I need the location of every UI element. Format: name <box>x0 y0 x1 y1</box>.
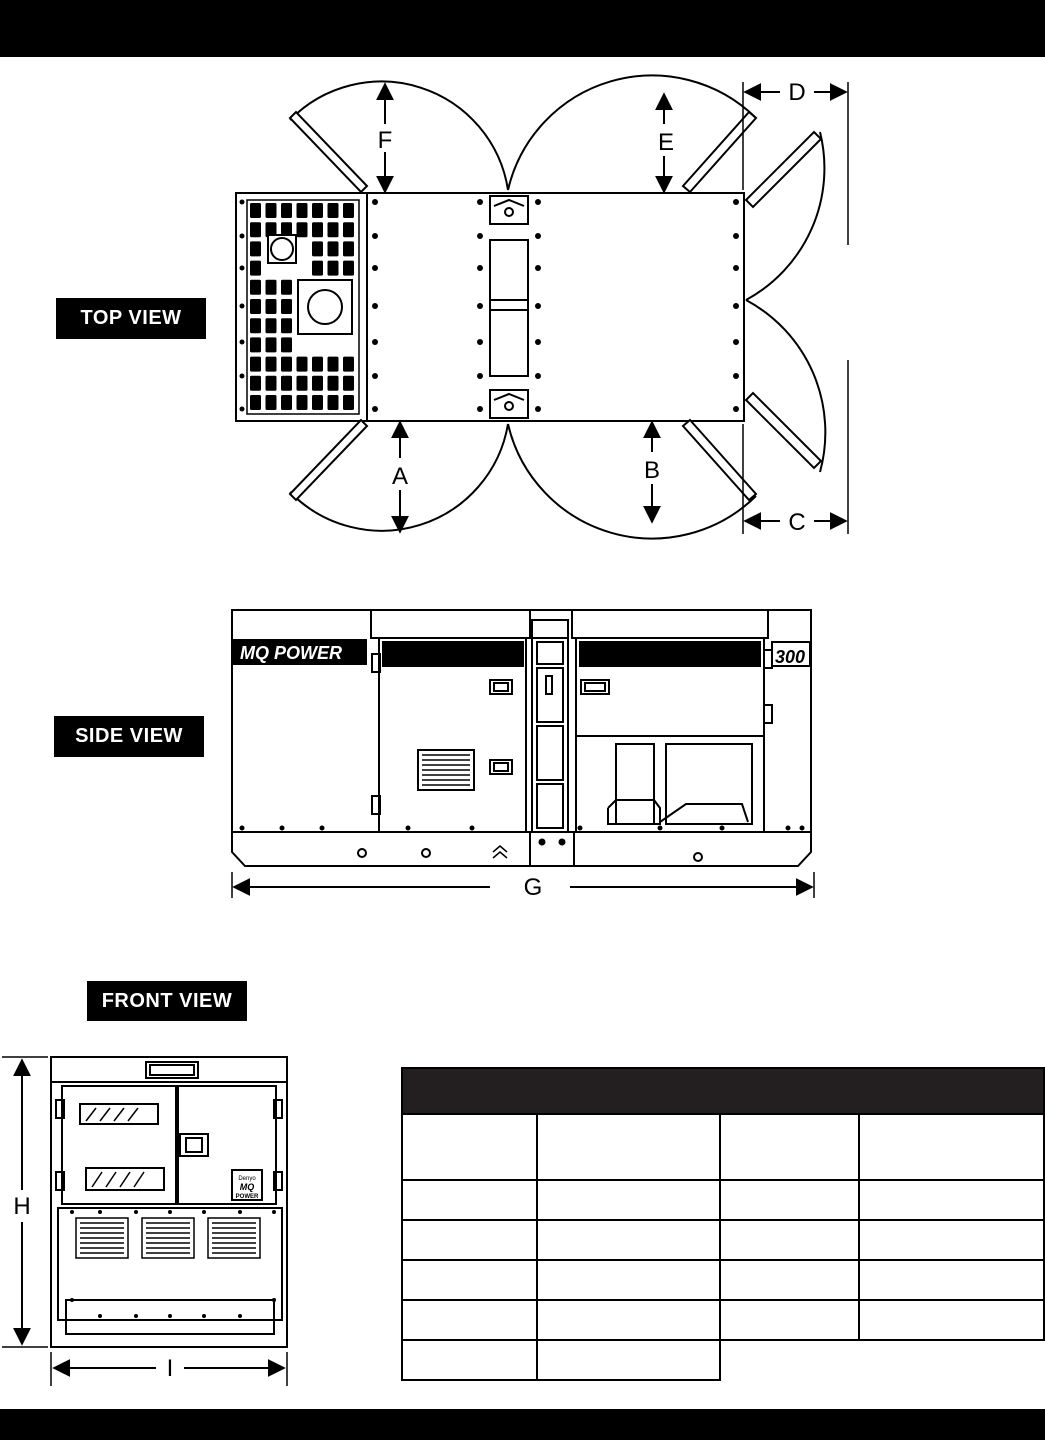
table-cell <box>537 1114 720 1180</box>
radiator-cell <box>250 318 261 333</box>
radiator-cell <box>312 261 323 276</box>
radiator-cell <box>312 357 323 372</box>
radiator-cell <box>266 376 277 391</box>
radiator-cell <box>266 203 277 218</box>
front-badge-mid: MQ <box>239 1182 255 1192</box>
radiator-cell <box>250 299 261 314</box>
radiator-cell <box>281 376 292 391</box>
radiator-cell <box>281 280 292 295</box>
table-cell <box>537 1260 720 1300</box>
radiator-cell <box>297 222 308 237</box>
table-row <box>402 1260 1044 1300</box>
table-cell <box>720 1300 859 1340</box>
radiator-cell <box>343 357 354 372</box>
radiator-cell <box>250 280 261 295</box>
table-cell-empty <box>720 1340 859 1380</box>
dim-label-a: A <box>391 463 409 490</box>
radiator-cell <box>250 241 261 256</box>
radiator-cell <box>266 299 277 314</box>
dim-label-i: I <box>166 1355 174 1382</box>
radiator-cell <box>343 376 354 391</box>
table-cell <box>720 1180 859 1220</box>
radiator-cell <box>343 241 354 256</box>
radiator-cell <box>328 222 339 237</box>
radiator-cell <box>328 376 339 391</box>
radiator-cell <box>250 376 261 391</box>
radiator-cell <box>312 376 323 391</box>
radiator-cell <box>312 241 323 256</box>
table-cell <box>402 1300 537 1340</box>
table-header-cell <box>402 1068 1044 1114</box>
table-cell <box>720 1114 859 1180</box>
brand-logo: MQ POWER <box>240 643 342 663</box>
dimensions-table <box>401 1067 1045 1381</box>
radiator-cell <box>250 395 261 410</box>
radiator-cell <box>250 203 261 218</box>
radiator-cell <box>297 395 308 410</box>
radiator-cell <box>250 357 261 372</box>
radiator-cell <box>281 318 292 333</box>
radiator-cell <box>266 280 277 295</box>
table-cell <box>720 1260 859 1300</box>
dim-label-f: F <box>377 127 393 154</box>
table-row <box>402 1114 1044 1180</box>
radiator-cell <box>266 357 277 372</box>
table-cell <box>859 1260 1044 1300</box>
table-cell-empty <box>859 1340 1044 1380</box>
table-row <box>402 1220 1044 1260</box>
radiator-cell <box>328 241 339 256</box>
radiator-cell <box>328 357 339 372</box>
table-cell <box>402 1114 537 1180</box>
table-cell <box>402 1180 537 1220</box>
radiator-cell <box>328 203 339 218</box>
top-view-drawing <box>236 75 848 538</box>
table-cell <box>402 1260 537 1300</box>
table-cell <box>537 1300 720 1340</box>
radiator-cell <box>312 203 323 218</box>
model-badge: 300 <box>775 647 806 667</box>
table-cell <box>537 1180 720 1220</box>
radiator-cell <box>250 261 261 276</box>
side-view-label: SIDE VIEW <box>54 716 204 757</box>
dim-label-g: G <box>523 874 543 901</box>
dim-label-d: D <box>788 79 806 106</box>
radiator-cell <box>343 261 354 276</box>
radiator-cell <box>250 337 261 352</box>
radiator-cell <box>297 376 308 391</box>
radiator-cell <box>328 395 339 410</box>
radiator-cell <box>266 318 277 333</box>
dim-label-c: C <box>788 509 806 536</box>
top-view-label: TOP VIEW <box>56 298 206 339</box>
dim-label-e: E <box>657 129 675 156</box>
table-cell <box>537 1340 720 1380</box>
table-row <box>402 1340 1044 1380</box>
radiator-cell <box>312 222 323 237</box>
table-cell <box>859 1220 1044 1260</box>
radiator-cell <box>266 337 277 352</box>
table-cell <box>720 1220 859 1260</box>
radiator-cell <box>281 337 292 352</box>
radiator-cell <box>297 203 308 218</box>
table-row <box>402 1180 1044 1220</box>
radiator-cell <box>250 222 261 237</box>
radiator-cell <box>343 203 354 218</box>
radiator-cell <box>281 203 292 218</box>
radiator-cell <box>328 261 339 276</box>
radiator-cell <box>343 222 354 237</box>
front-view-label: FRONT VIEW <box>87 981 247 1021</box>
table-cell <box>859 1180 1044 1220</box>
table-cell <box>859 1114 1044 1180</box>
front-view-drawing <box>2 1057 287 1386</box>
radiator-cell <box>343 395 354 410</box>
radiator-cell <box>281 395 292 410</box>
front-badge-top: Denyo <box>238 1176 256 1182</box>
dim-label-b: B <box>643 457 661 484</box>
table-cell <box>402 1340 537 1380</box>
table-row <box>402 1300 1044 1340</box>
table-header-row <box>402 1068 1044 1114</box>
radiator-cell <box>312 395 323 410</box>
table-cell <box>859 1300 1044 1340</box>
table-cell <box>537 1220 720 1260</box>
radiator-cell <box>281 357 292 372</box>
radiator-cell <box>297 357 308 372</box>
radiator-cell <box>281 299 292 314</box>
table-cell <box>402 1220 537 1260</box>
dim-label-h: H <box>13 1193 31 1220</box>
front-badge-bottom: POWER <box>235 1194 259 1200</box>
radiator-cell <box>266 395 277 410</box>
